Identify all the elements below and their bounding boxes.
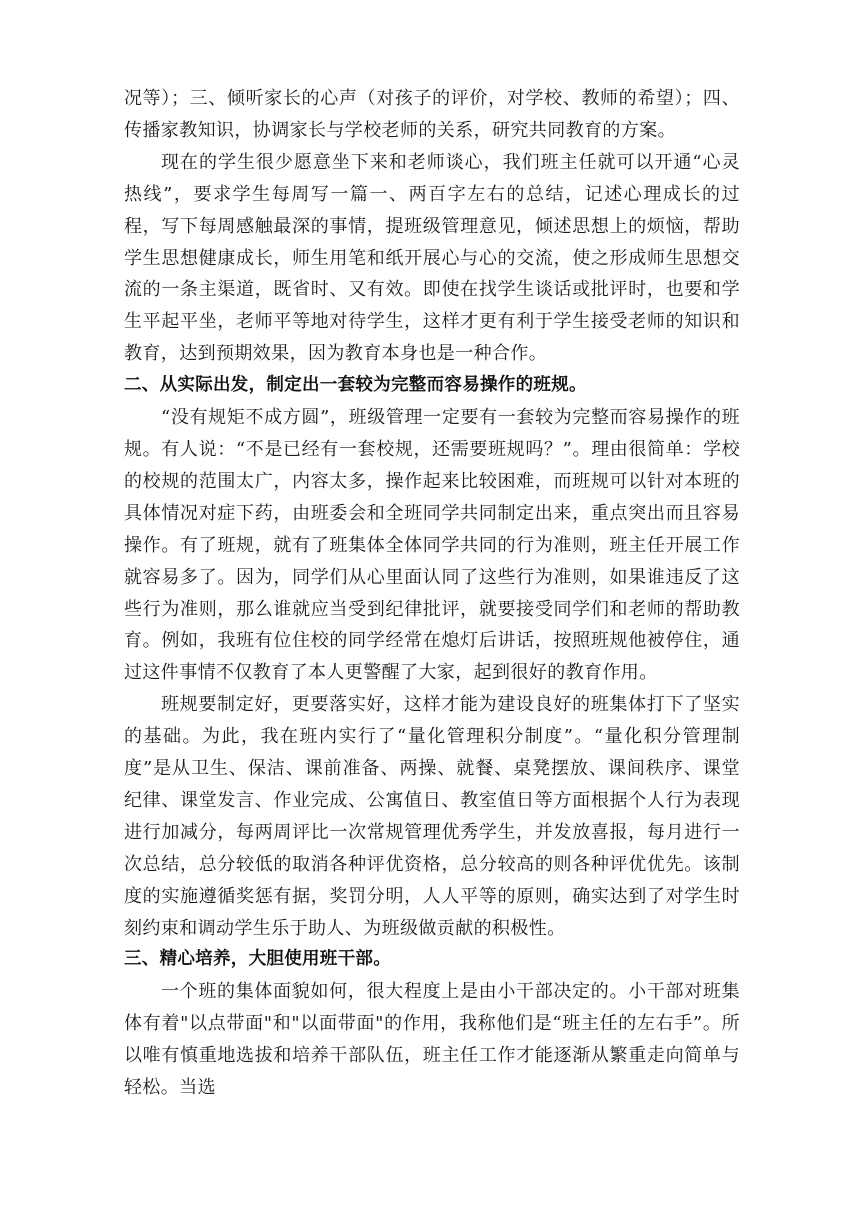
paragraph-class-rules: “没有规矩不成方圆”，班级管理一定要有一套较为完整而容易操作的班规。有人说：“不是已经有一套校规，还需要班规吗？”。理由很简单：学校的校规的范围太广，内容太多，操作起来比较困难，而班规可以针对本班的具体情况对症下药，由班委会和全班同学共同制定出来，重点突出而且容易操作。有了班规，就有了班集体全体同学共同的行为准则，班主任开展工作就容易多了。因为，同学们从心里面认同了这些行为准则，如果谁违反了这些行为准则，那么谁就应当受到纪律批评，就要接受同学们和老师的帮助教育。例如，我班有位住校的同学经常在熄灯后讲话，按照班规他被停住，通过这件事情不仅教育了本人更警醒了大家，起到很好的教育作用。 xyxy=(124,407,740,684)
paragraph-class-cadres: 一个班的集体面貌如何，很大程度上是由小干部决定的。小干部对班集体有着"以点带面"和"以面带面"的作用，我称他们是“班主任的左右手”。所以唯有慎重地选拔和培养干部队伍，班主任工作才能逐渐从繁重走向简单与轻松。当选 xyxy=(124,981,740,1099)
section-heading-class-rules: 二、从实际出发，制定出一套较为完整而容易操作的班规。 xyxy=(124,375,587,396)
section-heading-class-cadres: 三、精心培养，大胆使用班干部。 xyxy=(124,949,391,970)
paragraph-points-system: 班规要制定好，更要落实好，这样才能为建设良好的班集体打下了坚实的基础。为此，我在班内实行了“量化管理积分制度”。“量化积分管理制度”是从卫生、保洁、课前准备、两操、就餐、桌凳摆放、课间秩序、课堂纪律、课堂发言、作业完成、公寓值日、教室值日等方面根据个人行为表现进行加减分，每两周评比一次常规管理优秀学生，并发放喜报，每月进行一次总结，总分较低的取消各种评优资格，总分较高的则各种评优优先。该制度的实施遵循奖惩有据，奖罚分明，人人平等的原则，确实达到了对学生时刻约束和调动学生乐于助人、为班级做贡献的积极性。 xyxy=(124,694,740,939)
paragraph-parent-communication: 况等）；三、倾听家长的心声（对孩子的评价，对学校、教师的希望）；四、传播家教知识，协调家长与学校老师的关系，研究共同教育的方案。 xyxy=(124,88,740,141)
document-body xyxy=(124,83,740,1104)
paragraph-heart-hotline: 现在的学生很少愿意坐下来和老师谈心，我们班主任就可以开通“心灵热线”，要求学生每周写一篇一、两百字左右的总结，记述心理成长的过程，写下每周感触最深的事情，提班级管理意见，倾述思想上的烦恼，帮助学生思想健康成长，师生用笔和纸开展心与心的交流，使之形成师生思想交流的一条主渠道，既省时、又有效。即使在找学生谈话或批评时，也要和学生平起平坐，老师平等地对待学生，这样才更有利于学生接受老师的知识和教育，达到预期效果，因为教育本身也是一种合作。 xyxy=(124,151,740,365)
